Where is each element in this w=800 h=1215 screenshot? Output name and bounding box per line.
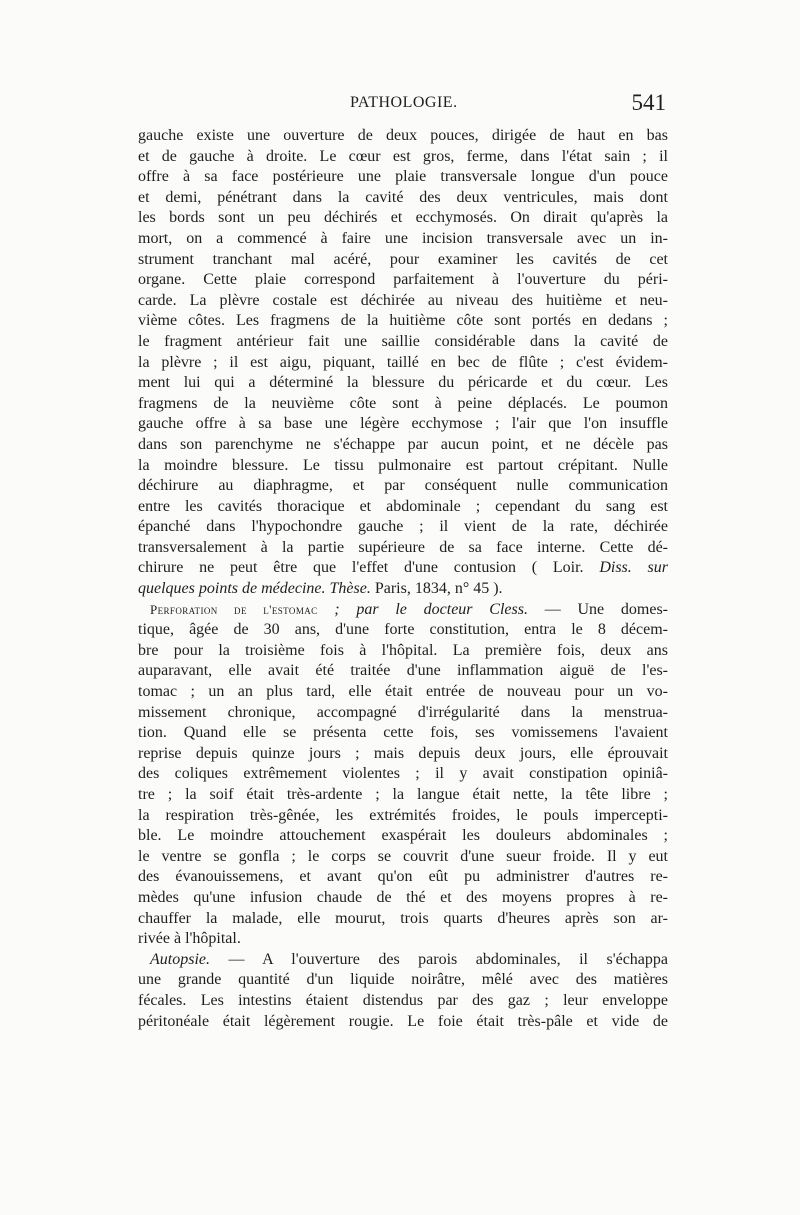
text-line: ment lui qui a déterminé la blessure du péricarde et du cœur. Les [138,374,668,392]
text-line: tion. Quand elle se présenta cette fois, ses vomissemens l'avaient [138,724,668,742]
text-line: épanché dans l'hypochondre gauche ; il vient de la rate, déchirée [138,518,668,536]
text-line: péritonéale était légèrement rougie. Le foie était très-pâle et vide de [138,1012,668,1030]
text-line: la plèvre ; il est aigu, piquant, taillé en bec de flûte ; c'est évidem- [138,353,668,371]
text-span: — Une domes- [527,600,668,618]
text-line: missement chronique, accompagné d'irrégularité dans la menstrua- [138,703,668,721]
text-line: auparavant, elle avait été traitée d'une inflammation aiguë de l'es- [138,662,668,680]
text-line: déchirure au diaphragme, et par conséquent nulle communication [138,477,668,495]
text-line: bre pour la troisième fois à l'hôpital. La première fois, deux ans [138,641,668,659]
citation-italic: Diss. sur [599,559,668,577]
text-line: vième côtes. Les fragmens de la huitième côte sont portés en dedans ; [138,312,668,330]
text-line: dans son parenchyme ne s'échappe par aucun point, et ne décèle pas [138,435,668,453]
text-line: tique, âgée de 30 ans, d'une forte constitution, entra le 8 décem- [138,621,668,639]
citation-details: Paris, 1834, n° 45 ). [370,580,503,598]
text-line: fragmens de la neuvième côte sont à peine déplacés. Le poumon [138,394,668,412]
text-line: mort, on a commencé à faire une incision transversale avec un in- [138,229,668,247]
text-line: fécales. Les intestins étaient distendus par des gaz ; leur enveloppe [138,991,668,1009]
text-line: organe. Cette plaie correspond parfaitement à l'ouverture du péri- [138,271,668,289]
body-text [138,126,668,1032]
text-line: ble. Le moindre attouchement exaspérait les douleurs abdominales ; [138,827,668,845]
text-line: rivée à l'hôpital. [138,930,241,948]
text-span: — A l'ouverture des parois abdominales, il s'échappa [210,950,668,968]
text-line: des coliques extrêmement violentes ; il y avait constipation opiniâ- [138,765,668,783]
section-heading: Autopsie. [150,950,210,968]
citation-title: quelques points de médecine. Thèse. [138,580,371,598]
text-span: chirure ne peut être que l'effet d'une contusion ( Loir. [138,559,600,577]
text-line: les bords sont un peu déchirés et ecchymosés. On dirait qu'après la [138,209,668,227]
text-line: la respiration très-gênée, les extrémités froides, le pouls impercepti- [138,806,668,824]
text-line: entre les cavités thoracique et abdominale ; cependant du sang est [138,497,668,515]
text-line: carde. La plèvre costale est déchirée au niveau des huitième et neu- [138,291,668,309]
text-line: strument tranchant mal acéré, pour examiner les cavités de cet [138,250,668,268]
text-line: une grande quantité d'un liquide noirâtre, mêlé avec des matières [138,971,668,989]
text-line: la moindre blessure. Le tissu pulmonaire est partout crépitant. Nulle [138,456,668,474]
text-line: et demi, pénétrant dans la cavité des deux ventricules, mais dont [138,188,668,206]
text-line: et de gauche à droite. Le cœur est gros, ferme, dans l'état sain ; il [138,147,668,165]
text-line: transversalement à la partie supérieure de sa face interne. Cette dé- [138,538,668,556]
page-number: 541 [631,90,666,115]
text-line: le fragment antérieur fait une saillie considérable dans la cavité de [138,332,668,350]
text-line: des évanouissemens, et avant qu'on eût pu administrer d'autres re- [138,868,668,886]
text-line: gauche offre à sa base une légère ecchymose ; l'air que l'on insuffle [138,415,668,433]
text-line: chauffer la malade, elle mourut, trois quarts d'heures après son ar- [138,909,668,927]
text-line: reprise depuis quinze jours ; mais depuis deux jours, elle éprouvait [138,744,668,762]
running-head [138,90,668,126]
section-heading-line [138,600,668,621]
section-heading-line [138,950,668,971]
text-line: tre ; la soif était très-ardente ; la langue était nette, la tête libre ; [138,786,668,803]
text-line [138,558,668,579]
text-line: gauche existe une ouverture de deux pouces, dirigée de haut en bas [138,127,668,144]
text-line: offre à sa face postérieure une plaie transversale longue d'un pouce [138,168,668,186]
text-line: tomac ; un an plus tard, elle était entrée de nouveau pour un vo- [138,683,668,701]
text-line: le ventre se gonfla ; le corps se couvrit d'une sueur froide. Il y eut [138,847,668,865]
running-title: PATHOLOGIE. [350,94,458,111]
text-line: mèdes qu'une infusion chaude de thé et des moyens propres à re- [138,888,668,906]
text-line [138,579,668,600]
section-byline: ; par le docteur Cless. [317,600,528,618]
section-heading: Perforation de l'estomac [150,601,318,617]
